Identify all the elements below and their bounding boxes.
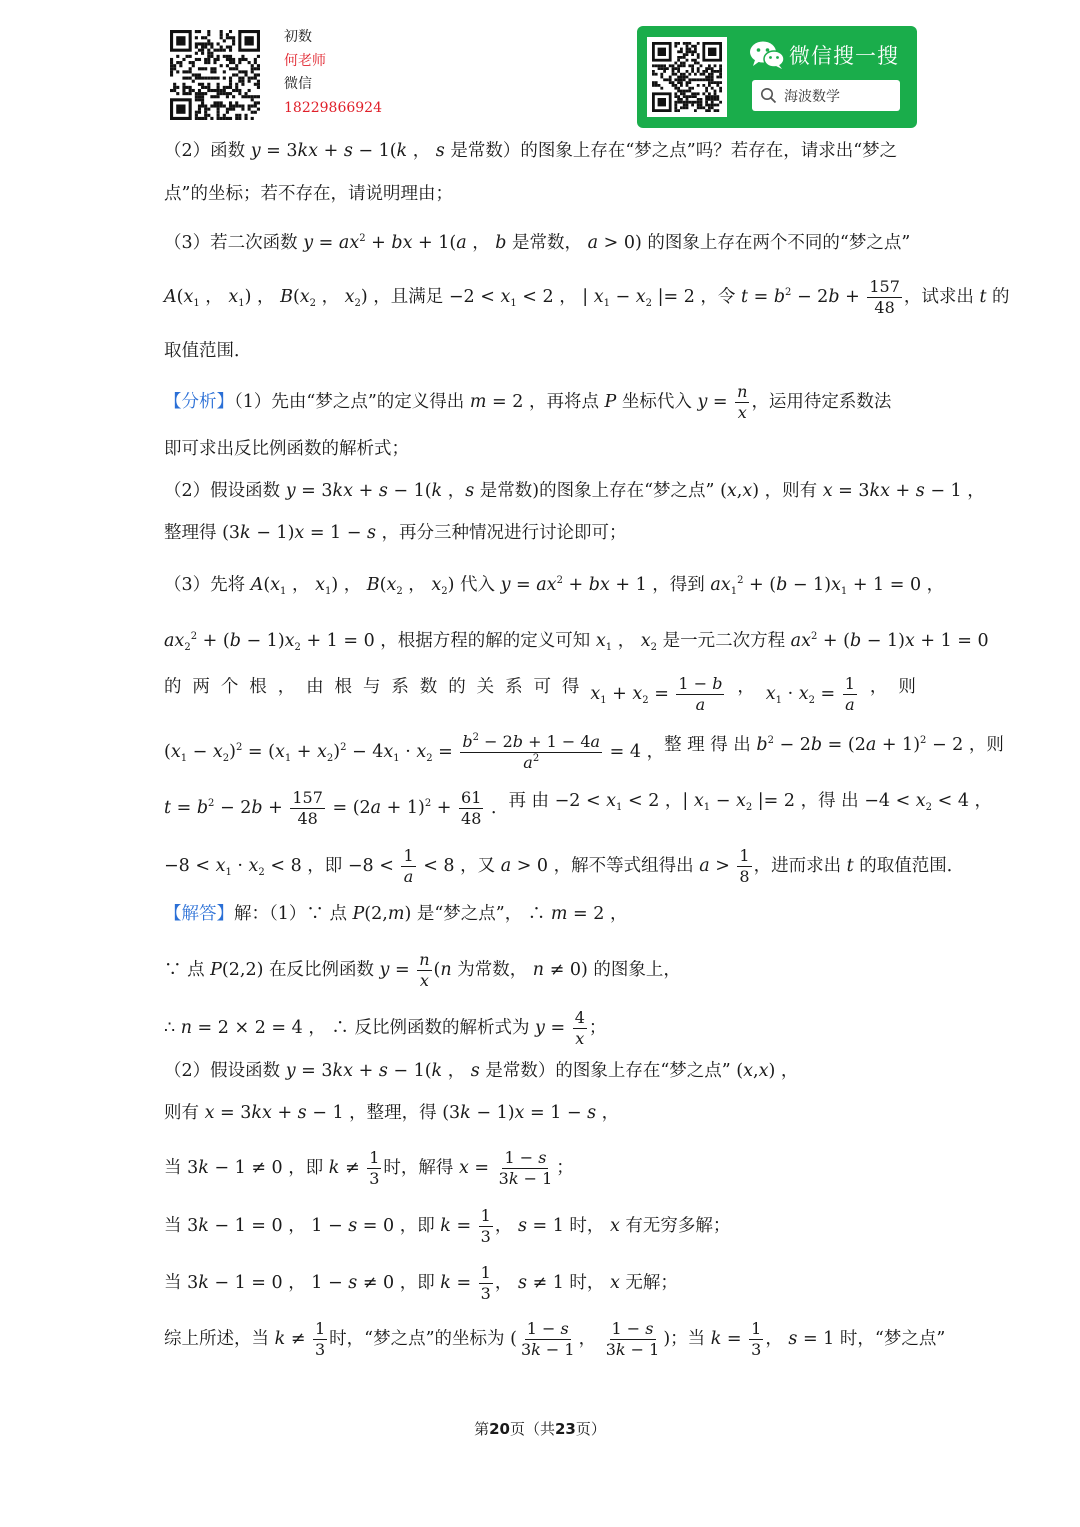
search-icon [760,87,777,104]
footer-suffix: 页） [575,1420,606,1438]
wx-search-title: 微信搜一搜 [789,44,899,68]
footer-middle: 页（共 [509,1420,555,1438]
answer-line-6: 当 3k − 1 ≠ 0 ，即 k ≠ $\frac{1}{3}$ 时，解得 x = $\frac{1 - s}{3k - 1}$ ； [164,1148,574,1188]
page-footer [0,1418,1080,1439]
answer-line-7: 当 3k − 1 = 0 ， 1 − s = 0 ，即 k = $\frac{1}{3}$ ， s = 1 时， x 有无穷多解； [164,1206,731,1246]
answer-line-3: ∴ n = 2 × 2 = 4 ， ∴ 反比例函数的解析式为 y = $\frac{4}{x}$ ； [164,1008,607,1048]
wx-qr-frame [647,37,727,117]
qr-code-icon [652,42,722,112]
problem-part-3-line-3: 取值范围． [164,341,252,361]
footer-prefix: 第 [474,1420,490,1438]
answer-line-8: 当 3k − 1 = 0 ， 1 − s ≠ 0 ，即 k = $\frac{1}{3}$ ， s ≠ 1 时， x 无解； [164,1263,678,1303]
analysis-label: 【分析】 [164,392,234,412]
grade-label: 初数 [284,29,312,45]
analysis-line-9: $t = b^2 - 2b$ + $\frac{157}{48}$ = $(2a + 1)^2$ + $\frac{61}{48}$ ． 再 由 $-2 < x_1 < 2$ ， | $x_1 - x_2$ |= 2 ， 得 出 $-4 < x_2 < 4$ ， [164,788,993,828]
contact-info [284,26,382,120]
answer-label: 【解答】 [164,904,234,924]
wechat-logo-icon [749,40,785,70]
answer-line-4: （2）假设函数 y = 3kx + s − 1(k ， s 是常数）的图象上存在“梦之点” (x,x) ， [164,1061,799,1081]
analysis-line-8: $(x_1 - x_2)^2 = (x_1 + x_2)^2 - 4x_1 \cdot x_2$ = $\frac{b^2 - 2b + 1 - 4a}{a^2}$ = 4 ， 整 理 得 出 $b^2 - 2b = (2a + 1)^2 - 2$ ， 则 [164,732,1004,772]
answer-line-5: 则有 x = 3kx + s − 1 ，整理，得 (3k − 1)x = 1 − s ， [164,1103,620,1123]
answer-line-9: 综上所述，当 k ≠ $\frac{1}{3}$ 时，“梦之点”的坐标为 ( $\frac{1 - s}{3k - 1}$ ， $\frac{1 - s}{3k - 1}$ )；当 k = $\frac{1}{3}$ ， s = 1 时，“梦之点” [164,1319,946,1359]
analysis-line-7: 的 两 个 根 ， 由 根 与 系 数 的 关 系 可 得 $x_1 + x_2$ = $\frac{1 - b}{a}$ ， $x_1 \cdot x_2$ = $\frac{1}{a}$ ， 则 [164,674,916,714]
analysis-line-4: 整理得 (3k − 1)x = 1 − s ，再分三种情况进行讨论即可； [164,523,627,543]
wechat-label: 微信 [284,76,312,92]
qr-code-icon [170,30,260,125]
answer-line-2: ∵ 点 P(2,2) 在反比例函数 y = $\frac{n}{x}$ (n 为常数， n ≠ 0) 的图象上， [164,950,681,990]
analysis-line-6: $ax_2^2 + (b - 1)x_2 + 1 = 0$ ，根据方程的解的定义可知 $x_1$ ， $x_2$ 是一元二次方程 $ax^2 + (b - 1)x + 1 = 0$ [164,631,989,653]
analysis-line-5: （3）先将 $A(x_1$ ， $x_1$) ， $B(x_2$ ， $x_2$) 代入 $y = ax^2$ + bx + 1 ，得到 $ax_1^2 + (b - 1)x_1 + 1 = 0$ ， [164,575,945,597]
wechat-search-card[interactable] [637,26,917,128]
wx-search-box[interactable] [752,80,900,111]
analysis-line-10: $-8 < x_1 \cdot x_2 < 8$ ，即 −8 < $\frac{1}{a}$ < 8 ，又 a > 0 ，解不等式组得出 a > $\frac{1}{8}$ ，进而求出 t 的取值范围． [164,846,965,886]
phone-number: 18229866924 [284,99,382,116]
wx-search-query: 海波数学 [784,89,840,105]
teacher-name: 何老师 [284,52,326,69]
analysis-line-1: 【分析】（1）先由“梦之点”的定义得出 m = 2 ，再将点 P 坐标代入 y = $\frac{n}{x}$ ，运用待定系数法 [164,382,892,422]
analysis-line-2: 即可求出反比例函数的解析式； [164,439,409,459]
problem-part-3-line-2: $A(x_1$ ， $x_1$) ， $B(x_2$ ， $x_2$) ，且满足 $-2 < x_1 < 2$ ， | $x_1 - x_2$ |= 2 ，令 $t = b^2 - 2b$ + $\frac{157}{48}$ ，试求出 t 的 [164,277,1010,317]
problem-part-2-line-1: （2）函数 y = 3kx + s − 1(k ， s 是常数）的图象上存在“梦之点”吗？若存在，请求出“梦之 [164,141,898,161]
footer-page-number: 20 [489,1420,510,1438]
analysis-line-3: （2）假设函数 y = 3kx + s − 1(k ，s 是常数)的图象上存在“梦之点” (x,x) ，则有 x = 3kx + s − 1 ， [164,481,985,501]
problem-part-2-line-2: 点”的坐标；若不存在，请说明理由； [164,184,453,204]
answer-line-1: 【解答】解：（1）∵ 点 P(2,m) 是“梦之点”， ∴ m = 2 ， [164,904,628,924]
footer-total-pages: 23 [555,1420,576,1438]
problem-part-3-line-1: （3）若二次函数 $y = ax^2$ + bx + 1(a ， b 是常数， a > 0) 的图象上存在两个不同的“梦之点” [164,233,911,253]
